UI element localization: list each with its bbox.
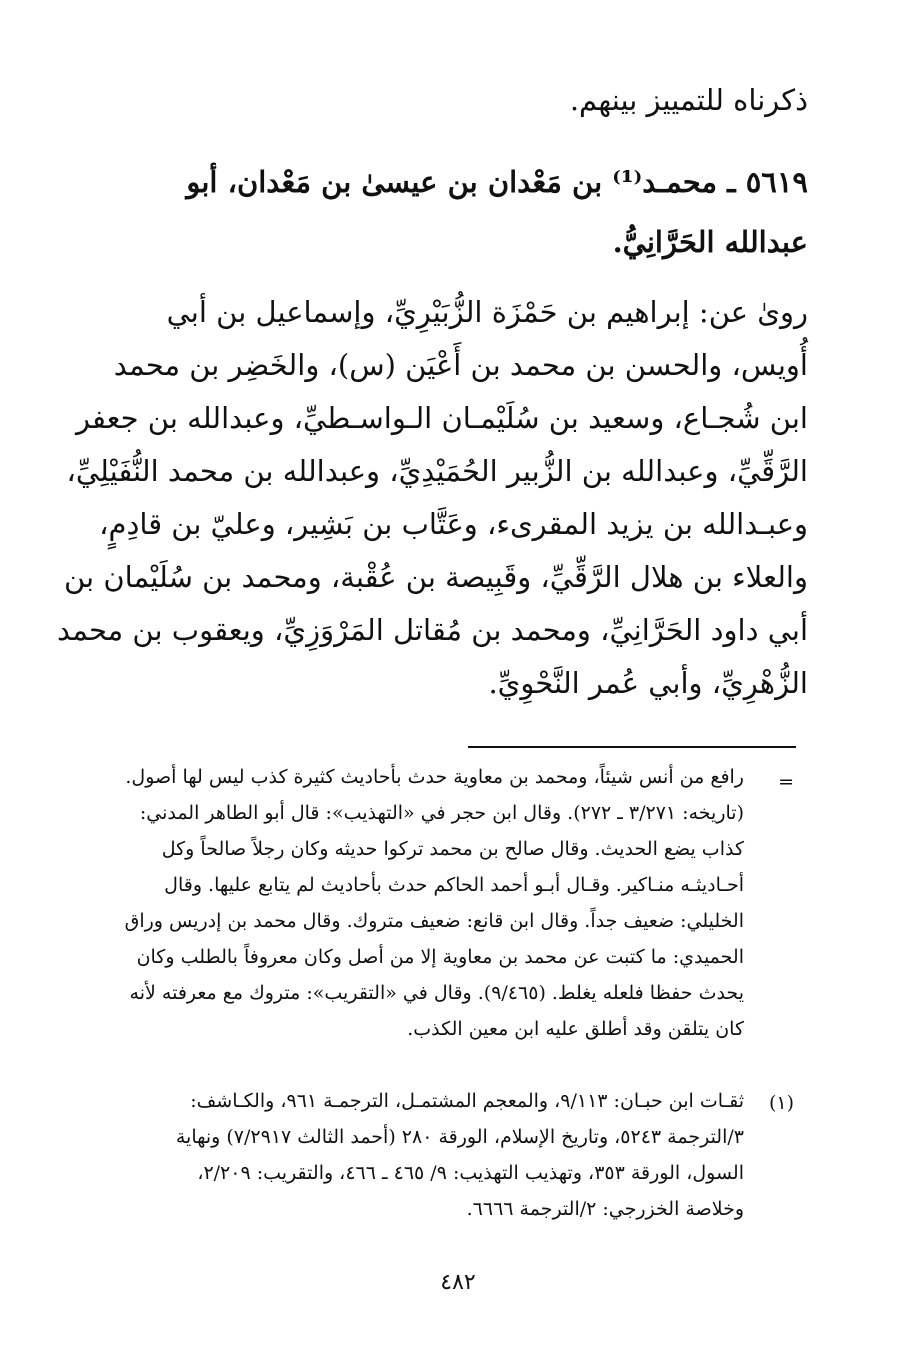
footnote-1-line: وخلاصة الخزرجي: ٢/الترجمة ٦٦٦٦. [466, 1198, 744, 1220]
footnote-line: الخليلي: ضعيف جداً. وقال ابن قانع: ضعيف متروك. وقال محمد بن إدريس وراق [124, 910, 744, 932]
footnote-continuation-marker: = [778, 771, 794, 793]
entry-body-line: أبي داود الحَرَّانِيِّ، ومحمد بن مُقاتل المَرْوَزِيِّ، ويعقوب بن محمد [56, 613, 808, 647]
footnote-line: رافع من أنس شيئاً، ومحمد بن معاوية حدث بأحاديث كثيرة كذب ليس لها أصول. [125, 766, 744, 788]
page-number: ٤٨٢ [440, 1270, 476, 1295]
footnote-line: أحـاديثـه منـاكير. وقـال أبـو أحمد الحاكم حدث بأحاديث لم يتابع عليها. وقال [164, 874, 744, 896]
entry-body-line: الزُّهْرِيِّ، وأبي عُمر النَّحْوِيِّ. [488, 666, 808, 700]
entry-body-line: والعلاء بن هلال الرَّقِّيِّ، وقَبِيصة بن عُقْبة، ومحمد بن سُلَيْمان بن [63, 560, 808, 594]
entry-body-line: ابن شُجـاع، وسعيد بن سُلَيْمـان الـواسـطيِّ، وعبدالله بن جعفر [75, 401, 808, 435]
entry-body-line: أُويس، والحسن بن محمد بن أَعْيَن (س)، والخَضِر بن محمد [113, 348, 808, 382]
footnote-line: كان يتلقن وقد أطلق عليه ابن معين الكذب. [407, 1018, 744, 1040]
footnote-line: يحدث حفظا فلعله يغلط. (٩/٤٦٥). وقال في «التقريب»: متروك مع معرفته لأنه [129, 982, 744, 1004]
entry-body-line: الرَّقِّيِّ، وعبدالله بن الزُّبير الحُمَيْدِيِّ، وعبدالله بن محمد النُّفَيْلِيِّ، [66, 454, 808, 488]
footnote-line: الحميدي: ما كتبت عن محمد بن معاوية إلا من أصل وكان معروفاً بالطلب وكان [136, 946, 744, 968]
footnote-separator [468, 746, 796, 748]
footnote-1-line: السول، الورقة ٣٥٣، وتهذيب التهذيب: ٩/ ٤٦٥ ـ ٤٦٦، والتقريب: ٢/٢٠٩، [197, 1162, 744, 1184]
footnote-line: كذاب يضع الحديث. وقال صالح بن محمد تركوا حديثه وكان رجلاً صالحاً وكل [161, 838, 744, 860]
footnote-1-line: ثقـات ابن حبـان: ٩/١١٣، والمعجم المشتمـل، الترجمـة ٩٦١، والكـاشف: [190, 1090, 744, 1112]
footnote-line: (تاريخه: ٣/٢٧١ ـ ٢٧٢). وقال ابن حجر في «التهذيب»: قال أبو الطاهر المدني: [139, 802, 744, 824]
entry-body-line: روىٰ عن: إبراهيم بن حَمْزَة الزُّبَيْرِيِّ، وإسماعيل بن أبي [166, 295, 808, 329]
entry-heading-line-2: عبدالله الحَرَّانِيُّ. [612, 225, 808, 259]
entry-heading-line-1: ٥٦١٩ ـ محمـد⁽¹⁾ بن مَعْدان بن عيسىٰ بن مَعْدان، أبو [186, 165, 808, 199]
entry-body-line: وعبـدالله بن يزيد المقرىء، وعَتَّاب بن بَشِير، وعليّ بن قادِمٍ، [99, 507, 808, 541]
footnote-1-marker: (١) [768, 1092, 794, 1114]
intro-text: ذكرناه للتمييز بينهم. [569, 83, 808, 117]
footnote-1-line: ٣/الترجمة ٥٢٤٣، وتاريخ الإسلام، الورقة ٢٨٠ (أحمد الثالث ٧/٢٩١٧) ونهاية [175, 1126, 744, 1148]
